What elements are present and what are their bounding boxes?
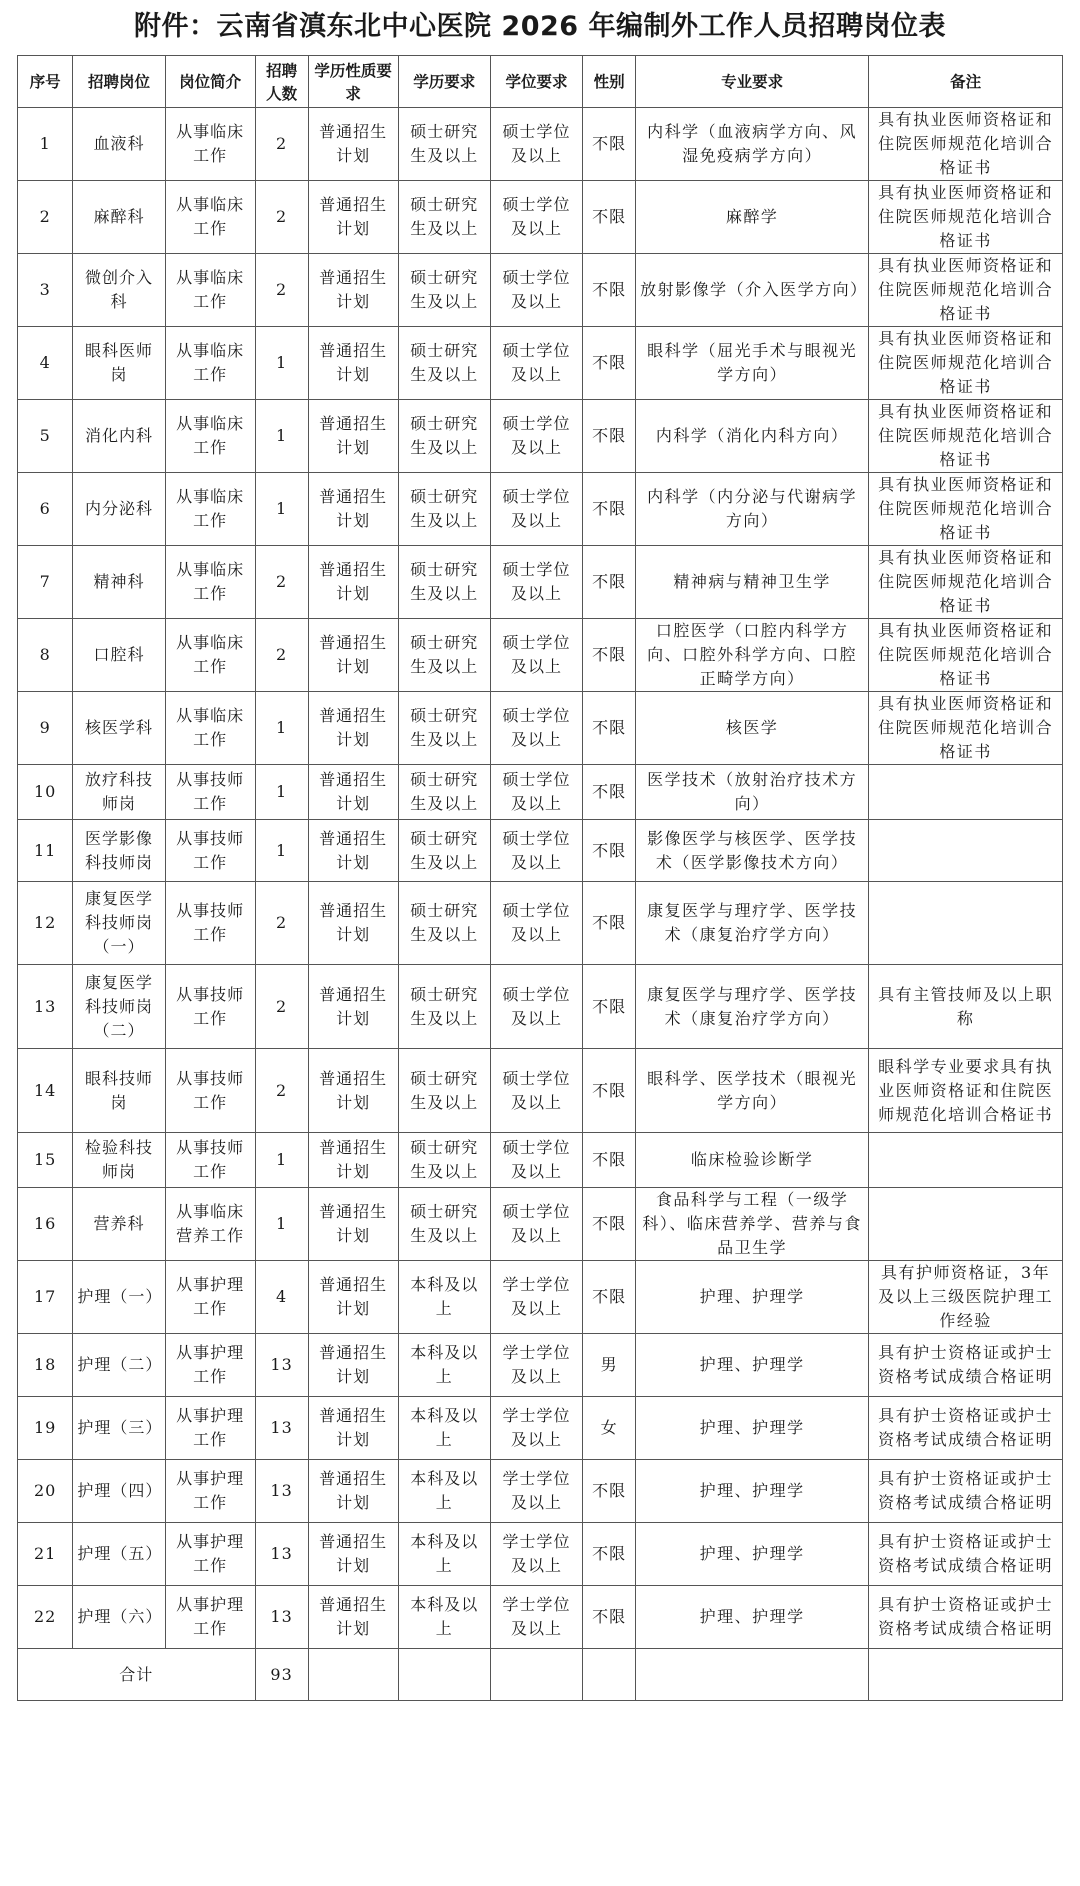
cell-position: 护理（六） <box>73 1586 165 1649</box>
cell-edu-type: 普通招生计划 <box>308 1133 398 1188</box>
cell-edu-type: 普通招生计划 <box>308 1460 398 1523</box>
cell-count: 2 <box>255 965 308 1049</box>
cell-education: 硕士研究生及以上 <box>398 254 490 327</box>
table-row <box>18 820 1063 882</box>
cell-count: 1 <box>255 1133 308 1188</box>
cell-gender: 不限 <box>583 1523 636 1586</box>
cell-degree: 硕士学位及以上 <box>490 619 582 692</box>
cell-note: 具有护师资格证，3年及以上三级医院护理工作经验 <box>869 1261 1063 1334</box>
table-row <box>18 400 1063 473</box>
cell-degree: 硕士学位及以上 <box>490 108 582 181</box>
cell-edu-type: 普通招生计划 <box>308 327 398 400</box>
table-row <box>18 1261 1063 1334</box>
cell-position: 口腔科 <box>73 619 165 692</box>
cell-education: 硕士研究生及以上 <box>398 1049 490 1133</box>
cell-intro: 从事技师工作 <box>165 1133 255 1188</box>
cell-count: 2 <box>255 546 308 619</box>
header-count: 招聘人数 <box>255 56 308 108</box>
cell-note: 具有护士资格证或护士资格考试成绩合格证明 <box>869 1586 1063 1649</box>
table-row <box>18 327 1063 400</box>
cell-count: 1 <box>255 820 308 882</box>
cell-no: 9 <box>18 692 73 765</box>
cell-degree: 硕士学位及以上 <box>490 181 582 254</box>
cell-position: 护理（四） <box>73 1460 165 1523</box>
cell-degree: 硕士学位及以上 <box>490 546 582 619</box>
cell-degree: 学士学位及以上 <box>490 1397 582 1460</box>
header-row <box>18 56 1063 108</box>
cell-gender: 不限 <box>583 327 636 400</box>
total-count: 93 <box>255 1649 308 1701</box>
total-label: 合计 <box>18 1649 256 1701</box>
table-row <box>18 1188 1063 1261</box>
cell-position: 护理（五） <box>73 1523 165 1586</box>
cell-education: 硕士研究生及以上 <box>398 108 490 181</box>
header-note: 备注 <box>869 56 1063 108</box>
cell-major: 护理、护理学 <box>636 1334 869 1397</box>
cell-position: 护理（一） <box>73 1261 165 1334</box>
cell-major: 护理、护理学 <box>636 1523 869 1586</box>
cell-education: 硕士研究生及以上 <box>398 692 490 765</box>
cell-count: 1 <box>255 765 308 820</box>
cell-count: 13 <box>255 1334 308 1397</box>
cell-education: 硕士研究生及以上 <box>398 882 490 965</box>
cell-gender: 不限 <box>583 1460 636 1523</box>
cell-education: 硕士研究生及以上 <box>398 546 490 619</box>
cell-intro: 从事临床工作 <box>165 400 255 473</box>
cell-count: 2 <box>255 181 308 254</box>
cell-no: 10 <box>18 765 73 820</box>
total-empty-cell <box>636 1649 869 1701</box>
cell-edu-type: 普通招生计划 <box>308 692 398 765</box>
cell-edu-type: 普通招生计划 <box>308 108 398 181</box>
cell-education: 本科及以上 <box>398 1334 490 1397</box>
cell-intro: 从事临床工作 <box>165 692 255 765</box>
cell-note: 具有主管技师及以上职称 <box>869 965 1063 1049</box>
cell-gender: 不限 <box>583 1586 636 1649</box>
cell-count: 1 <box>255 400 308 473</box>
cell-no: 14 <box>18 1049 73 1133</box>
header-position: 招聘岗位 <box>73 56 165 108</box>
total-row <box>18 1649 1063 1701</box>
total-empty-cell <box>398 1649 490 1701</box>
cell-edu-type: 普通招生计划 <box>308 1261 398 1334</box>
cell-no: 3 <box>18 254 73 327</box>
recruitment-table <box>17 55 1063 1701</box>
header-gender: 性别 <box>583 56 636 108</box>
cell-education: 硕士研究生及以上 <box>398 619 490 692</box>
cell-edu-type: 普通招生计划 <box>308 1049 398 1133</box>
cell-major: 麻醉学 <box>636 181 869 254</box>
cell-count: 2 <box>255 882 308 965</box>
cell-position: 医学影像科技师岗 <box>73 820 165 882</box>
cell-intro: 从事技师工作 <box>165 965 255 1049</box>
header-major: 专业要求 <box>636 56 869 108</box>
cell-degree: 学士学位及以上 <box>490 1523 582 1586</box>
cell-gender: 不限 <box>583 108 636 181</box>
cell-edu-type: 普通招生计划 <box>308 619 398 692</box>
cell-note <box>869 882 1063 965</box>
cell-intro: 从事临床工作 <box>165 108 255 181</box>
cell-major: 眼科学（屈光手术与眼视光学方向） <box>636 327 869 400</box>
cell-edu-type: 普通招生计划 <box>308 546 398 619</box>
cell-education: 硕士研究生及以上 <box>398 1133 490 1188</box>
cell-position: 消化内科 <box>73 400 165 473</box>
cell-intro: 从事护理工作 <box>165 1523 255 1586</box>
cell-position: 眼科技师岗 <box>73 1049 165 1133</box>
cell-intro: 从事技师工作 <box>165 1049 255 1133</box>
cell-education: 本科及以上 <box>398 1523 490 1586</box>
cell-no: 17 <box>18 1261 73 1334</box>
cell-note <box>869 765 1063 820</box>
total-empty-cell <box>869 1649 1063 1701</box>
cell-edu-type: 普通招生计划 <box>308 1397 398 1460</box>
cell-intro: 从事临床工作 <box>165 619 255 692</box>
table-row <box>18 965 1063 1049</box>
cell-gender: 不限 <box>583 181 636 254</box>
cell-gender: 不限 <box>583 473 636 546</box>
cell-edu-type: 普通招生计划 <box>308 1188 398 1261</box>
cell-position: 血液科 <box>73 108 165 181</box>
cell-count: 2 <box>255 254 308 327</box>
cell-no: 1 <box>18 108 73 181</box>
cell-education: 硕士研究生及以上 <box>398 965 490 1049</box>
cell-note: 具有执业医师资格证和住院医师规范化培训合格证书 <box>869 254 1063 327</box>
cell-intro: 从事护理工作 <box>165 1334 255 1397</box>
cell-degree: 硕士学位及以上 <box>490 765 582 820</box>
cell-major: 眼科学、医学技术（眼视光学方向） <box>636 1049 869 1133</box>
cell-education: 本科及以上 <box>398 1261 490 1334</box>
cell-degree: 学士学位及以上 <box>490 1460 582 1523</box>
table-row <box>18 1397 1063 1460</box>
cell-no: 2 <box>18 181 73 254</box>
cell-note: 具有执业医师资格证和住院医师规范化培训合格证书 <box>869 619 1063 692</box>
cell-position: 护理（三） <box>73 1397 165 1460</box>
cell-count: 13 <box>255 1523 308 1586</box>
cell-major: 护理、护理学 <box>636 1261 869 1334</box>
table-row <box>18 1586 1063 1649</box>
cell-education: 硕士研究生及以上 <box>398 1188 490 1261</box>
cell-count: 1 <box>255 473 308 546</box>
cell-note: 具有执业医师资格证和住院医师规范化培训合格证书 <box>869 473 1063 546</box>
cell-position: 护理（二） <box>73 1334 165 1397</box>
cell-no: 15 <box>18 1133 73 1188</box>
cell-degree: 硕士学位及以上 <box>490 692 582 765</box>
cell-intro: 从事临床工作 <box>165 473 255 546</box>
cell-intro: 从事临床营养工作 <box>165 1188 255 1261</box>
cell-major: 影像医学与核医学、医学技术（医学影像技术方向） <box>636 820 869 882</box>
cell-note: 具有执业医师资格证和住院医师规范化培训合格证书 <box>869 692 1063 765</box>
cell-note: 具有执业医师资格证和住院医师规范化培训合格证书 <box>869 327 1063 400</box>
cell-gender: 不限 <box>583 1261 636 1334</box>
cell-major: 护理、护理学 <box>636 1397 869 1460</box>
table-row <box>18 1334 1063 1397</box>
cell-degree: 硕士学位及以上 <box>490 254 582 327</box>
cell-degree: 硕士学位及以上 <box>490 965 582 1049</box>
cell-major: 护理、护理学 <box>636 1460 869 1523</box>
cell-degree: 硕士学位及以上 <box>490 327 582 400</box>
table-row <box>18 692 1063 765</box>
cell-gender: 不限 <box>583 765 636 820</box>
total-empty-cell <box>490 1649 582 1701</box>
cell-no: 13 <box>18 965 73 1049</box>
total-empty-cell <box>583 1649 636 1701</box>
cell-major: 内科学（血液病学方向、风湿免疫病学方向） <box>636 108 869 181</box>
cell-gender: 不限 <box>583 882 636 965</box>
cell-note: 具有执业医师资格证和住院医师规范化培训合格证书 <box>869 108 1063 181</box>
cell-gender: 不限 <box>583 820 636 882</box>
cell-gender: 不限 <box>583 546 636 619</box>
cell-major: 临床检验诊断学 <box>636 1133 869 1188</box>
cell-count: 2 <box>255 1049 308 1133</box>
cell-edu-type: 普通招生计划 <box>308 400 398 473</box>
cell-position: 检验科技师岗 <box>73 1133 165 1188</box>
cell-intro: 从事临床工作 <box>165 546 255 619</box>
cell-note: 具有执业医师资格证和住院医师规范化培训合格证书 <box>869 181 1063 254</box>
cell-major: 内科学（内分泌与代谢病学方向） <box>636 473 869 546</box>
cell-note: 眼科学专业要求具有执业医师资格证和住院医师规范化培训合格证书 <box>869 1049 1063 1133</box>
cell-edu-type: 普通招生计划 <box>308 1586 398 1649</box>
cell-intro: 从事技师工作 <box>165 820 255 882</box>
cell-no: 22 <box>18 1586 73 1649</box>
cell-major: 内科学（消化内科方向） <box>636 400 869 473</box>
cell-edu-type: 普通招生计划 <box>308 882 398 965</box>
cell-edu-type: 普通招生计划 <box>308 1523 398 1586</box>
cell-no: 16 <box>18 1188 73 1261</box>
table-row <box>18 619 1063 692</box>
cell-gender: 不限 <box>583 692 636 765</box>
cell-education: 硕士研究生及以上 <box>398 473 490 546</box>
cell-gender: 不限 <box>583 619 636 692</box>
header-no: 序号 <box>18 56 73 108</box>
cell-no: 6 <box>18 473 73 546</box>
table-row <box>18 546 1063 619</box>
cell-count: 1 <box>255 1188 308 1261</box>
cell-major: 放射影像学（介入医学方向） <box>636 254 869 327</box>
cell-degree: 学士学位及以上 <box>490 1261 582 1334</box>
table-row <box>18 765 1063 820</box>
cell-position: 康复医学科技师岗（一） <box>73 882 165 965</box>
table-row <box>18 254 1063 327</box>
cell-major: 医学技术（放射治疗技术方向） <box>636 765 869 820</box>
cell-note <box>869 820 1063 882</box>
cell-no: 21 <box>18 1523 73 1586</box>
cell-count: 13 <box>255 1460 308 1523</box>
cell-note: 具有护士资格证或护士资格考试成绩合格证明 <box>869 1460 1063 1523</box>
table-row <box>18 1523 1063 1586</box>
cell-position: 放疗科技师岗 <box>73 765 165 820</box>
cell-position: 内分泌科 <box>73 473 165 546</box>
cell-count: 1 <box>255 327 308 400</box>
cell-education: 硕士研究生及以上 <box>398 400 490 473</box>
cell-gender: 女 <box>583 1397 636 1460</box>
cell-edu-type: 普通招生计划 <box>308 254 398 327</box>
cell-count: 2 <box>255 108 308 181</box>
cell-position: 康复医学科技师岗（二） <box>73 965 165 1049</box>
cell-no: 8 <box>18 619 73 692</box>
cell-gender: 不限 <box>583 1049 636 1133</box>
cell-intro: 从事技师工作 <box>165 765 255 820</box>
cell-degree: 硕士学位及以上 <box>490 473 582 546</box>
cell-note: 具有执业医师资格证和住院医师规范化培训合格证书 <box>869 546 1063 619</box>
cell-education: 硕士研究生及以上 <box>398 327 490 400</box>
cell-note: 具有护士资格证或护士资格考试成绩合格证明 <box>869 1397 1063 1460</box>
cell-degree: 硕士学位及以上 <box>490 1049 582 1133</box>
table-row <box>18 882 1063 965</box>
table-row <box>18 181 1063 254</box>
table-body <box>18 108 1063 1649</box>
cell-education: 硕士研究生及以上 <box>398 765 490 820</box>
cell-edu-type: 普通招生计划 <box>308 181 398 254</box>
table-row <box>18 108 1063 181</box>
cell-no: 19 <box>18 1397 73 1460</box>
cell-degree: 硕士学位及以上 <box>490 820 582 882</box>
cell-gender: 不限 <box>583 1188 636 1261</box>
cell-degree: 硕士学位及以上 <box>490 882 582 965</box>
cell-major: 食品科学与工程（一级学科）、临床营养学、营养与食品卫生学 <box>636 1188 869 1261</box>
cell-position: 微创介入科 <box>73 254 165 327</box>
cell-education: 本科及以上 <box>398 1397 490 1460</box>
cell-no: 18 <box>18 1334 73 1397</box>
cell-position: 核医学科 <box>73 692 165 765</box>
cell-intro: 从事临床工作 <box>165 254 255 327</box>
cell-major: 康复医学与理疗学、医学技术（康复治疗学方向） <box>636 965 869 1049</box>
cell-no: 11 <box>18 820 73 882</box>
cell-edu-type: 普通招生计划 <box>308 1334 398 1397</box>
cell-intro: 从事护理工作 <box>165 1460 255 1523</box>
cell-no: 7 <box>18 546 73 619</box>
cell-gender: 不限 <box>583 1133 636 1188</box>
header-degree: 学位要求 <box>490 56 582 108</box>
header-edu-type: 学历性质要求 <box>308 56 398 108</box>
header-education: 学历要求 <box>398 56 490 108</box>
cell-intro: 从事临床工作 <box>165 327 255 400</box>
cell-count: 2 <box>255 619 308 692</box>
cell-note <box>869 1133 1063 1188</box>
cell-education: 本科及以上 <box>398 1586 490 1649</box>
table-row <box>18 1133 1063 1188</box>
cell-gender: 男 <box>583 1334 636 1397</box>
cell-gender: 不限 <box>583 400 636 473</box>
cell-major: 护理、护理学 <box>636 1586 869 1649</box>
cell-position: 眼科医师岗 <box>73 327 165 400</box>
cell-note: 具有护士资格证或护士资格考试成绩合格证明 <box>869 1523 1063 1586</box>
cell-intro: 从事临床工作 <box>165 181 255 254</box>
cell-degree: 学士学位及以上 <box>490 1334 582 1397</box>
table-row <box>18 1049 1063 1133</box>
cell-count: 1 <box>255 692 308 765</box>
cell-education: 硕士研究生及以上 <box>398 820 490 882</box>
table-row <box>18 473 1063 546</box>
document-title: 附件：云南省滇东北中心医院 2026 年编制外工作人员招聘岗位表 <box>134 11 946 42</box>
cell-degree: 硕士学位及以上 <box>490 1188 582 1261</box>
cell-intro: 从事护理工作 <box>165 1261 255 1334</box>
cell-no: 20 <box>18 1460 73 1523</box>
cell-count: 13 <box>255 1397 308 1460</box>
cell-degree: 硕士学位及以上 <box>490 1133 582 1188</box>
cell-major: 康复医学与理疗学、医学技术（康复治疗学方向） <box>636 882 869 965</box>
cell-note: 具有执业医师资格证和住院医师规范化培训合格证书 <box>869 400 1063 473</box>
cell-intro: 从事技师工作 <box>165 882 255 965</box>
cell-education: 本科及以上 <box>398 1460 490 1523</box>
cell-major: 口腔医学（口腔内科学方向、口腔外科学方向、口腔正畸学方向） <box>636 619 869 692</box>
cell-position: 麻醉科 <box>73 181 165 254</box>
cell-degree: 学士学位及以上 <box>490 1586 582 1649</box>
cell-major: 精神病与精神卫生学 <box>636 546 869 619</box>
cell-note: 具有护士资格证或护士资格考试成绩合格证明 <box>869 1334 1063 1397</box>
total-empty-cell <box>308 1649 398 1701</box>
cell-edu-type: 普通招生计划 <box>308 965 398 1049</box>
cell-degree: 硕士学位及以上 <box>490 400 582 473</box>
cell-edu-type: 普通招生计划 <box>308 765 398 820</box>
header-intro: 岗位简介 <box>165 56 255 108</box>
cell-position: 精神科 <box>73 546 165 619</box>
cell-major: 核医学 <box>636 692 869 765</box>
cell-gender: 不限 <box>583 254 636 327</box>
cell-intro: 从事护理工作 <box>165 1586 255 1649</box>
cell-count: 13 <box>255 1586 308 1649</box>
cell-no: 12 <box>18 882 73 965</box>
cell-no: 5 <box>18 400 73 473</box>
cell-position: 营养科 <box>73 1188 165 1261</box>
cell-edu-type: 普通招生计划 <box>308 473 398 546</box>
cell-edu-type: 普通招生计划 <box>308 820 398 882</box>
cell-intro: 从事护理工作 <box>165 1397 255 1460</box>
cell-note <box>869 1188 1063 1261</box>
cell-no: 4 <box>18 327 73 400</box>
table-row <box>18 1460 1063 1523</box>
cell-gender: 不限 <box>583 965 636 1049</box>
cell-count: 4 <box>255 1261 308 1334</box>
cell-education: 硕士研究生及以上 <box>398 181 490 254</box>
